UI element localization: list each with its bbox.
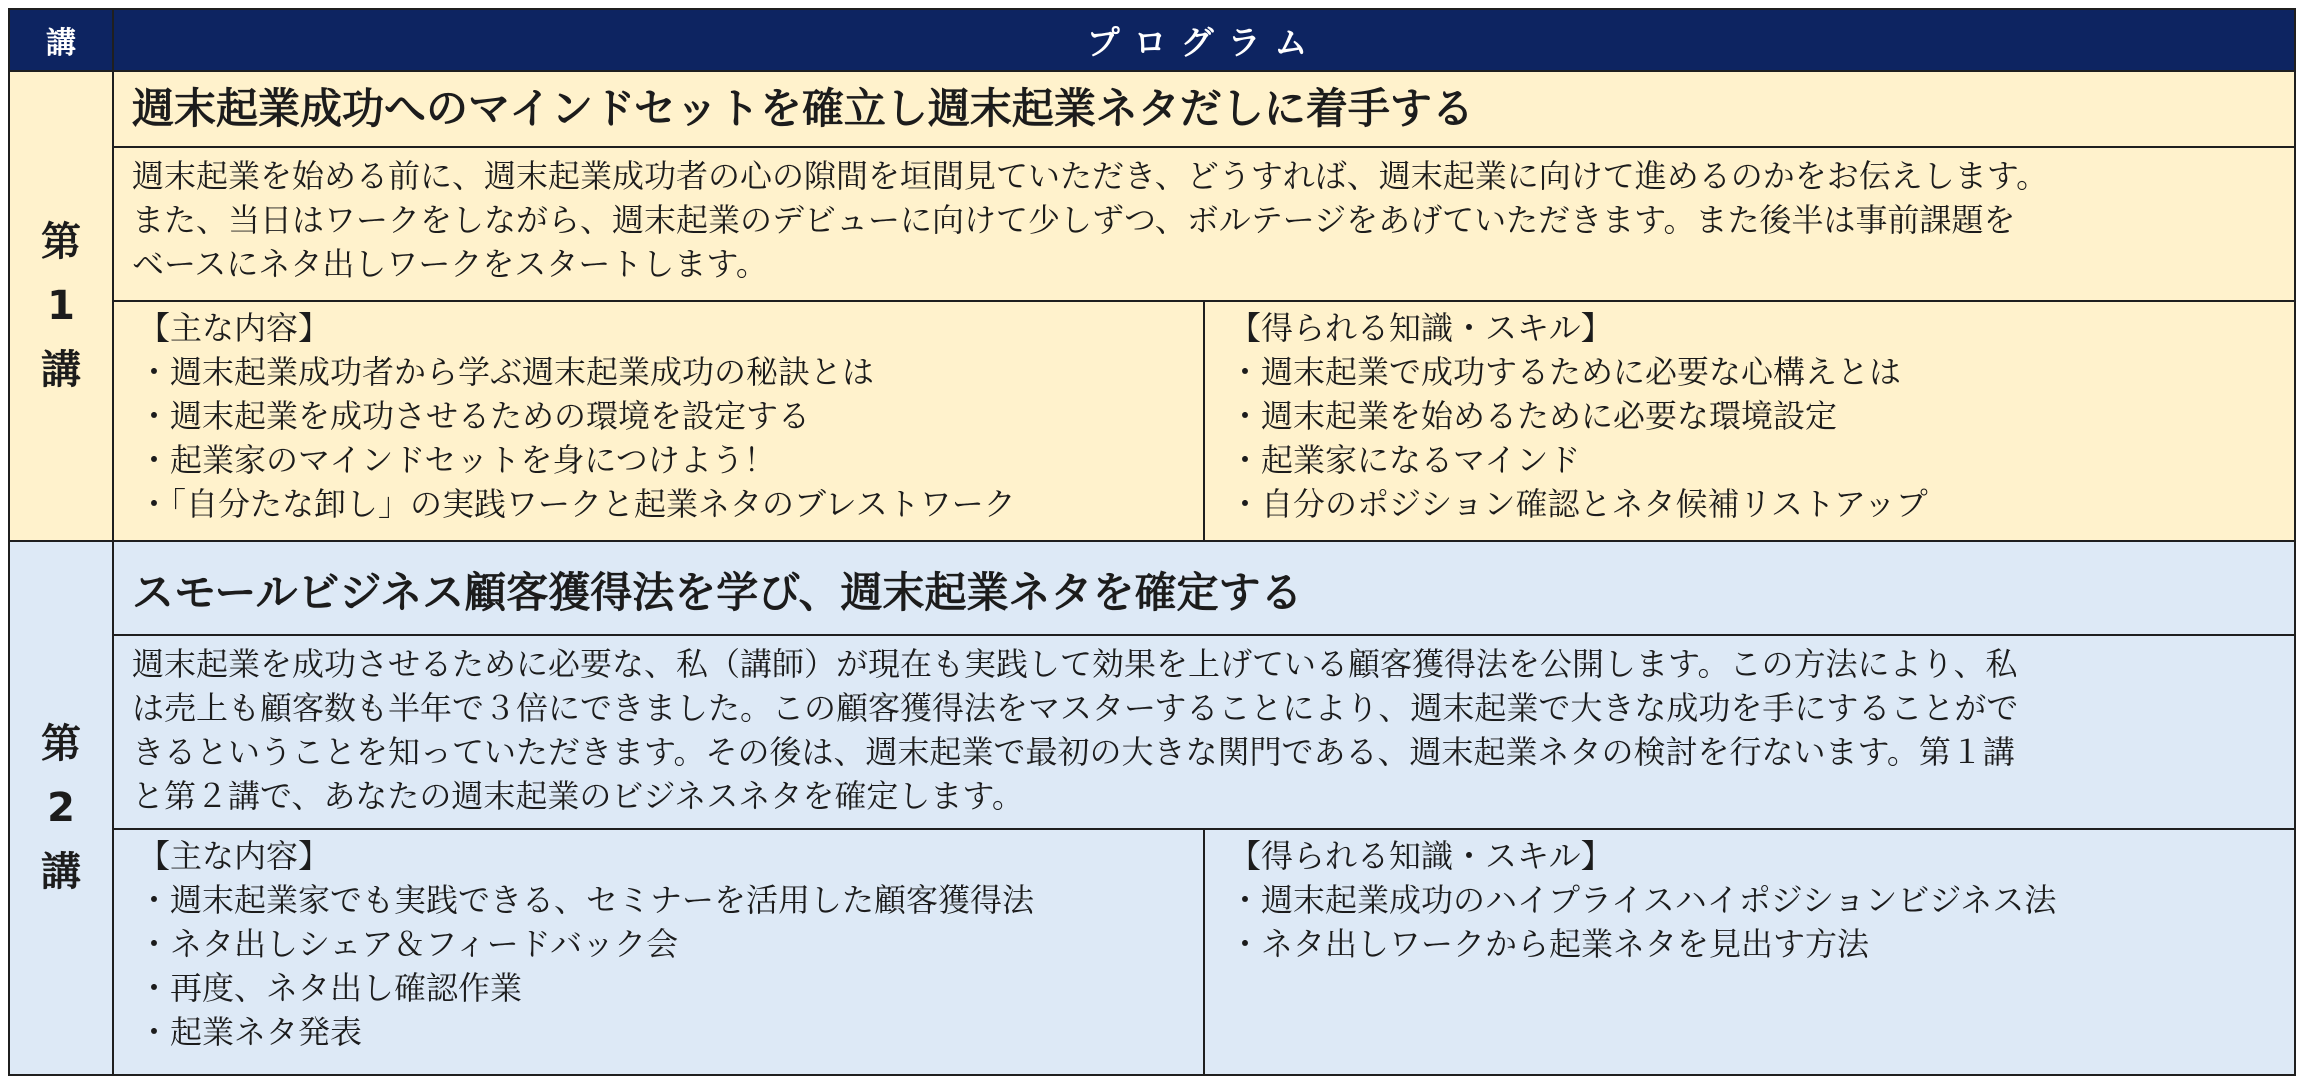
lecture-2-label-num: 2	[47, 785, 75, 831]
lecture-2-skills	[1204, 829, 2295, 1075]
lecture-2-list-row	[9, 829, 2295, 1075]
lecture-1-skills-item: ・週末起業を始めるために必要な環境設定	[1229, 397, 1838, 435]
program-table	[8, 8, 2296, 1076]
lecture-1-contents-item: ・起業家のマインドセットを身につけよう！	[138, 441, 776, 479]
lecture-2-contents-item: ・ネタ出しシェア＆フィードバック会	[138, 925, 679, 963]
lecture-1-desc-row	[9, 147, 2295, 301]
header-row	[9, 9, 2295, 71]
lecture-2-skills-item: ・週末起業成功のハイプライスハイポジションビジネス法	[1229, 881, 2057, 919]
lecture-1-skills-item: ・自分のポジション確認とネタ候補リストアップ	[1229, 485, 1928, 523]
lecture-1-desc-line: また、当日はワークをしながら、週末起業のデビューに向けて少しずつ、ボルテージをあげていただきます。また後半は事前課題を	[132, 201, 2016, 239]
lecture-1-contents-item: ・週末起業を成功させるための環境を設定する	[138, 397, 811, 435]
lecture-1-desc-line: ベースにネタ出しワークをスタートします。	[132, 245, 768, 283]
lecture-1-skills-item: ・週末起業で成功するために必要な心構えとは	[1229, 353, 1902, 391]
lecture-2-desc-line: きるということを知っていただきます。その後は、週末起業で最初の大きな関門である、週末起業ネタの検討を行ないます。第１講	[132, 733, 2015, 771]
lecture-1-title: 週末起業成功へのマインドセットを確立し週末起業ネタだしに着手する	[113, 71, 2295, 147]
lecture-1-skills-heading: 【得られる知識・スキル】	[1229, 309, 1613, 347]
header-program-label: プログラム	[1086, 22, 1322, 62]
lecture-2-desc-line: 週末起業を成功させるために必要な、私（講師）が現在も実践して効果を上げている顧客獲得法を公開します。この方法により、私	[132, 645, 2018, 683]
lecture-2-label-dai: 第	[41, 721, 81, 767]
lecture-2-contents-item: ・再度、ネタ出し確認作業	[138, 969, 523, 1007]
lecture-2-contents	[113, 829, 1204, 1075]
lecture-2-title-row	[9, 541, 2295, 635]
lecture-2-label-kou: 講	[41, 849, 81, 895]
lecture-2-label	[9, 541, 113, 1075]
lecture-2-desc-line: は売上も顧客数も半年で３倍にできました。この顧客獲得法をマスターすることにより、週末起業で大きな成功を手にすることがで	[132, 689, 2019, 727]
lecture-1-contents-item: ・週末起業成功者から学ぶ週末起業成功の秘訣とは	[138, 353, 875, 391]
lecture-1-list-row	[9, 301, 2295, 541]
lecture-1-label-dai: 第	[41, 219, 81, 265]
lecture-1-skills-item: ・起業家になるマインド	[1229, 441, 1581, 479]
lecture-2-contents-item: ・週末起業家でも実践できる、セミナーを活用した顧客獲得法	[138, 881, 1035, 919]
lecture-1-contents-item: ・「自分たな卸し」の実践ワークと起業ネタのブレストワーク	[138, 485, 1016, 523]
lecture-1-contents-heading: 【主な内容】	[138, 309, 331, 347]
lecture-1-desc-line: 週末起業を始める前に、週末起業成功者の心の隙間を垣間見ていただき、どうすれば、週末起業に向けて進めるのかをお伝えします。	[132, 157, 2049, 195]
lecture-2-desc-row	[9, 635, 2295, 829]
lecture-1-label-num: 1	[47, 283, 75, 329]
header-lecture: 講	[9, 9, 113, 71]
lecture-1-skills	[1204, 301, 2295, 541]
lecture-2-title: スモールビジネス顧客獲得法を学び、週末起業ネタを確定する	[113, 541, 2295, 635]
lecture-2-description	[113, 635, 2295, 829]
lecture-2-contents-heading: 【主な内容】	[138, 837, 331, 875]
lecture-1-label-kou: 講	[41, 347, 81, 393]
lecture-1-contents	[113, 301, 1204, 541]
lecture-2-contents-item: ・起業ネタ発表	[138, 1013, 363, 1051]
lecture-2-desc-line: と第２講で、あなたの週末起業のビジネスネタを確定します。	[132, 777, 1024, 815]
lecture-1-label	[9, 71, 113, 541]
lecture-1-description	[113, 147, 2295, 301]
lecture-2-skills-item: ・ネタ出しワークから起業ネタを見出す方法	[1229, 925, 1870, 963]
header-program	[113, 9, 2295, 71]
lecture-1-title-row	[9, 71, 2295, 147]
lecture-2-skills-heading: 【得られる知識・スキル】	[1229, 837, 1613, 875]
